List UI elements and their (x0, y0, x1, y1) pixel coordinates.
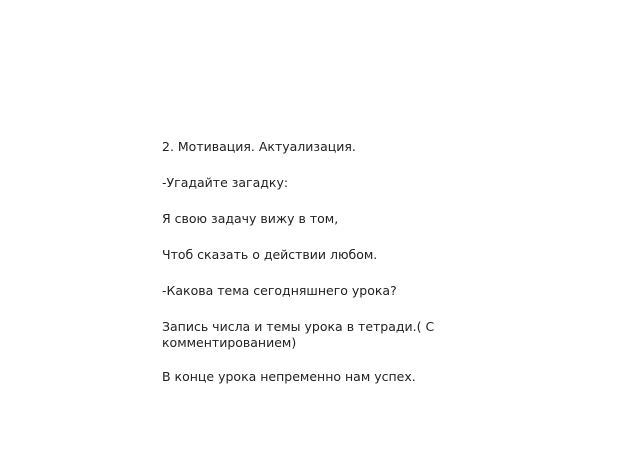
riddle-intro: -Угадайте загадку: (162, 175, 289, 190)
closing-line: В конце урока непременно нам успех. (162, 369, 416, 384)
lesson-topic-question: -Какова тема сегодняшнего урока? (162, 283, 397, 298)
notebook-instruction: Запись числа и темы урока в тетради.( С комментированием) (162, 319, 435, 350)
riddle-line-2: Чтоб сказать о действии любом. (162, 247, 378, 262)
section-heading: 2. Мотивация. Актуализация. (162, 139, 356, 154)
riddle-line-1: Я свою задачу вижу в том, (162, 211, 339, 226)
document-body (162, 139, 462, 405)
